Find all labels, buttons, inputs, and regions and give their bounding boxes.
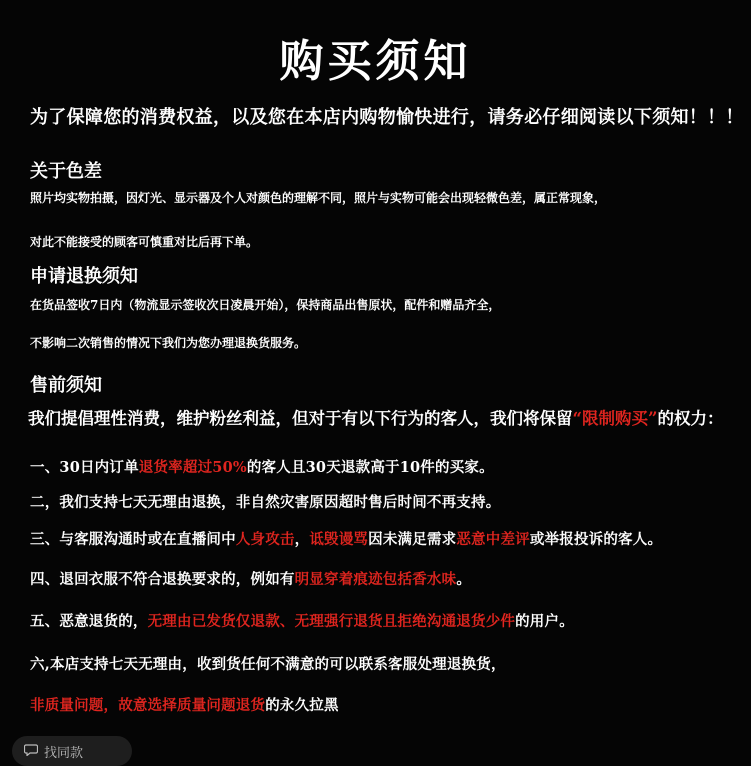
rule-item-5-text: 五、恶意退货的，: [30, 613, 148, 630]
find-similar-button[interactable]: [12, 736, 132, 766]
rule-item-4: [30, 568, 471, 589]
rule-item-5-highlight: 无理由已发货仅退款、无理强行退货且拒绝沟通退货少件: [147, 613, 516, 630]
rule-item-4-highlight: 明显穿着痕迹包括香水味: [294, 571, 457, 588]
rule-item-3: [30, 528, 662, 549]
returns-line-2: 不影响二次销售的情况下我们为您办理退换货服务。: [30, 336, 307, 350]
rule-item-3-highlight-3: 恶意中差评: [456, 531, 530, 548]
rule-item-3-mid: 因未满足需求: [368, 531, 457, 548]
rule-item-4-tail: 。: [456, 571, 472, 588]
rule-item-1: [30, 456, 494, 477]
rule-item-1-tail: 的客人且30天退款高于10件的买家。: [246, 459, 494, 476]
page-title: 购买须知: [279, 36, 472, 87]
presale-lead-highlight: “限制购买”: [572, 409, 658, 428]
rule-item-3-highlight-1: 人身攻击: [235, 531, 295, 548]
returns-line-1: 在货品签收7日内（物流显示签收次日凌晨开始），保持商品出售原状，配件和赠品齐全，: [30, 298, 501, 312]
rule-item-5: [30, 610, 574, 631]
rule-item-3-text: 三、与客服沟通时或在直播间中: [30, 531, 236, 548]
rule-item-1-text: 一、30日内订单: [30, 459, 139, 476]
color-diff-line-1: 照片均实物拍摄，因灯光、显示器及个人对颜色的理解不同，照片与实物可能会出现轻微色差，属正常现象，: [30, 191, 607, 205]
rule-item-4-text: 四、退回衣服不符合退换要求的，例如有: [30, 571, 295, 588]
color-diff-line-2: 对此不能接受的顾客可慎重对比后再下单。: [30, 235, 259, 249]
presale-lead-text: 我们提倡理性消费，维护粉丝利益，但对于有以下行为的客人，我们将保留: [28, 409, 573, 428]
rule-item-5-tail: 的用户。: [515, 613, 574, 630]
intro-text: 为了保障您的消费权益，以及您在本店内购物愉快进行，请务必仔细阅读以下须知！！！: [30, 107, 744, 128]
rule-item-7-highlight: 非质量问题，故意选择质量问题退货: [30, 697, 266, 714]
rule-item-7: [30, 694, 339, 715]
rule-item-3-highlight-2: 诋毁谩骂: [309, 531, 369, 548]
find-similar-label: 找同款: [44, 745, 84, 761]
rule-item-3-sep: ，: [294, 531, 310, 548]
presale-lead: [28, 405, 723, 429]
color-diff-heading: 关于色差: [30, 161, 102, 182]
rule-item-7-tail: 的永久拉黑: [265, 697, 339, 714]
presale-lead-tail: 的权力：: [657, 409, 724, 428]
rule-item-6: 六,本店支持七天无理由，收到货任何不满意的可以联系客服处理退换货，: [30, 656, 506, 673]
rule-item-2: 二，我们支持七天无理由退换，非自然灾害原因超时售后时间不再支持。: [30, 494, 501, 511]
rule-item-1-highlight: 退货率超过50%: [138, 459, 247, 476]
speech-bubble-icon: [24, 744, 38, 759]
returns-heading: 申请退换须知: [30, 266, 138, 287]
rule-item-3-tail: 或举报投诉的客人。: [529, 531, 663, 548]
presale-heading: 售前须知: [30, 375, 102, 396]
